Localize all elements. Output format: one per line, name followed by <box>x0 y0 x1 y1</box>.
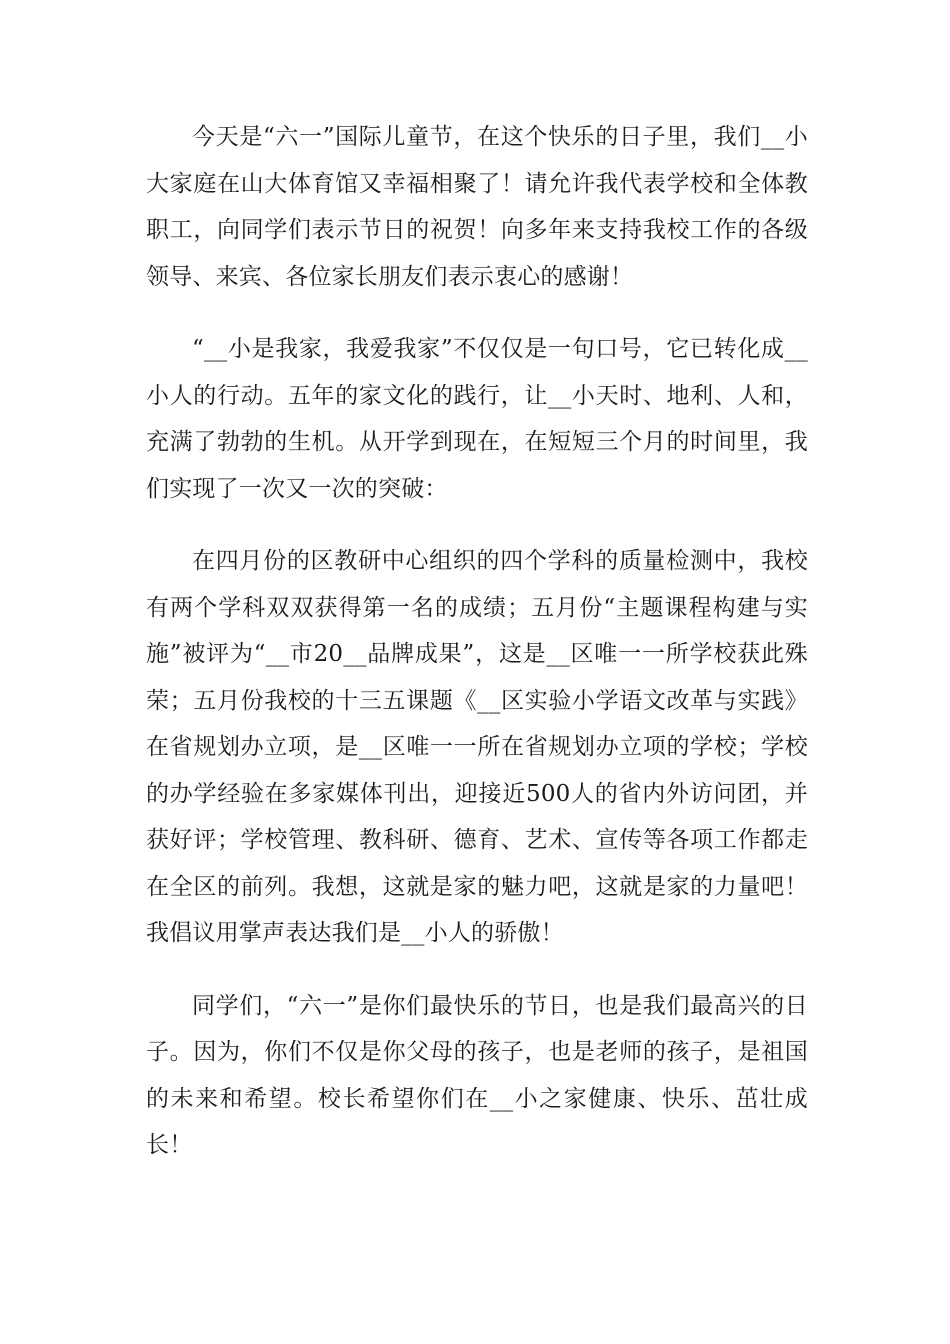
document-body <box>146 114 808 1195</box>
paragraph-closing: 同学们，“六一”是你们最快乐的节日，也是我们最高兴的日子。因为，你们不仅是你父母的孩子，也是老师的孩子，是祖国的未来和希望。校长希望你们在__小之家健康、快乐、茁壮成长！ <box>146 992 808 1158</box>
paragraph-home-culture: “__小是我家，我爱我家”不仅仅是一句口号，它已转化成__小人的行动。五年的家文化的践行，让__小天时、地利、人和，充满了勃勃的生机。从开学到现在，在短短三个月的时间里，我们实现了一次又一次的突破： <box>146 336 808 502</box>
paragraph-achievements: 在四月份的区教研中心组织的四个学科的质量检测中，我校有两个学科双双获得第一名的成绩；五月份“主题课程构建与实施”被评为“__市20__品牌成果”，这是__区唯一一所学校获此殊荣；五月份我校的十三五课题《__区实验小学语文改革与实践》在省规划办立项，是__区唯一一所在省规划办立项的学校；学校的办学经验在多家媒体刊出，迎接近500人的省内外访问团，并获好评；学校管理、教科研、德育、艺术、宣传等各项工作都走在全区的前列。我想，这就是家的魅力吧，这就是家的力量吧！我倡议用掌声表达我们是__小人的骄傲！ <box>146 548 808 946</box>
paragraph-greeting: 今天是“六一”国际儿童节，在这个快乐的日子里，我们__小大家庭在山大体育馆又幸福相聚了！请允许我代表学校和全体教职工，向同学们表示节日的祝贺！向多年来支持我校工作的各级领导、来宾、各位家长朋友们表示衷心的感谢！ <box>146 124 808 290</box>
